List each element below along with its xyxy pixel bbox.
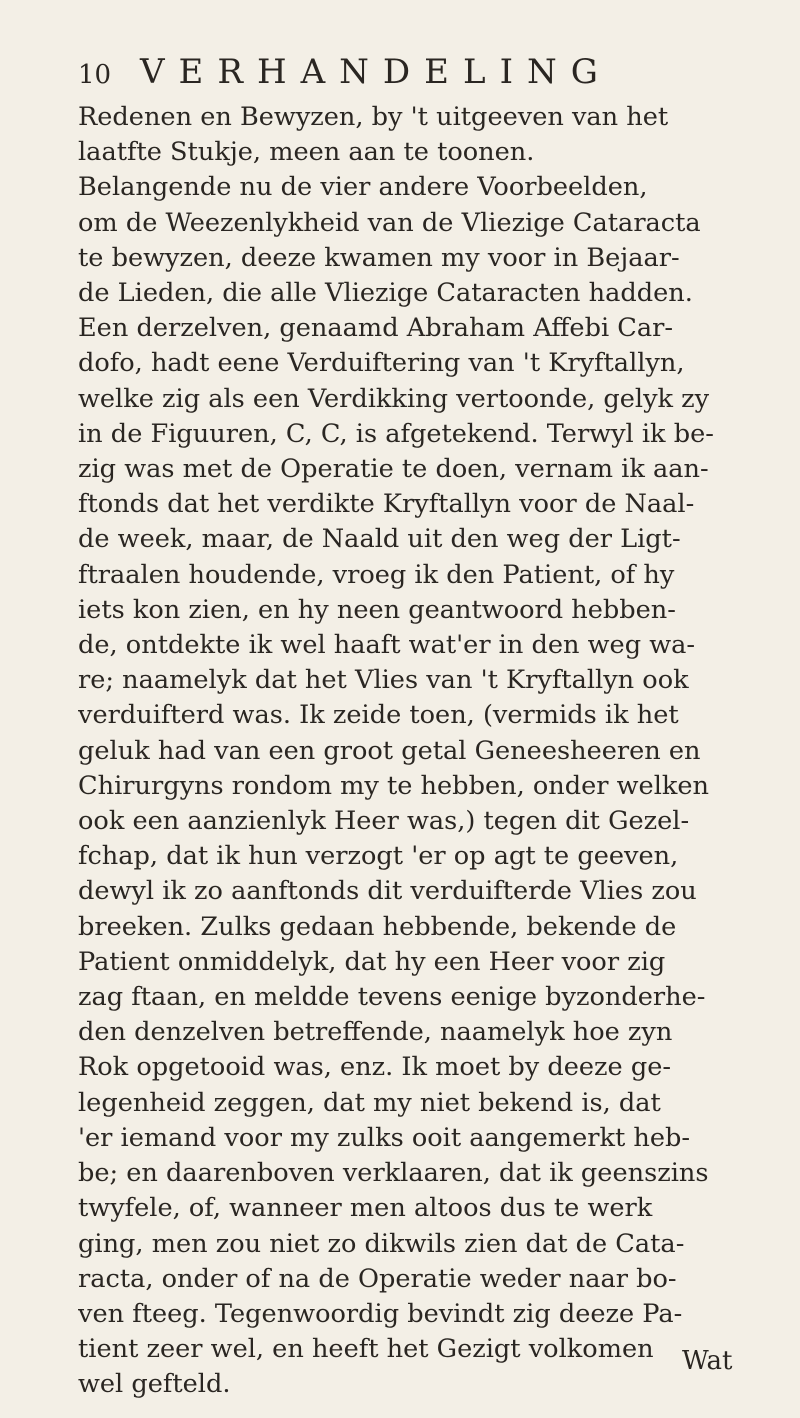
- page-number: 10: [78, 60, 112, 90]
- text-line: Patient onmiddelyk, dat hy een Heer voor zig: [78, 946, 666, 977]
- running-head: VERHANDELING: [140, 52, 612, 92]
- text-line: legenheid zeggen, dat my niet bekend is, dat: [78, 1087, 661, 1118]
- text-line: Een derzelven, genaamd Abraham Affebi Car-: [78, 313, 674, 344]
- text-line: laatfte Stukje, meen aan te toonen.: [78, 137, 535, 168]
- text-line: ven fteeg. Tegenwoordig bevindt zig deeze Pa-: [78, 1298, 683, 1329]
- text-line: wel gefteld.: [78, 1369, 231, 1400]
- text-line: ook een aanzienlyk Heer was,) tegen dit Gezel-: [78, 806, 690, 837]
- text-line: de week, maar, de Naald uit den weg der Ligt-: [78, 524, 681, 555]
- text-line: ging, men zou niet zo dikwils zien dat de Cata-: [78, 1228, 685, 1259]
- text-line: te bewyzen, deeze kwamen my voor in Bejaar-: [78, 242, 680, 273]
- text-line: Belangende nu de vier andere Voorbeelden,: [78, 172, 648, 203]
- text-line: zig was met de Operatie te doen, vernam ik aan-: [78, 454, 709, 485]
- text-line: dofo, hadt eene Verduiftering van 't Kryftallyn,: [78, 348, 685, 379]
- text-line: de Lieden, die alle Vliezige Cataracten hadden.: [78, 278, 693, 309]
- text-line: verduifterd was. Ik zeide toen, (vermids ik het: [78, 700, 679, 731]
- text-line: Redenen en Bewyzen, by 't uitgeeven van het: [78, 102, 669, 132]
- text-line: den denzelven betreffende, naamelyk hoe zyn: [78, 1017, 673, 1048]
- text-line: geluk had van een groot getal Geneesheeren en: [78, 735, 701, 766]
- text-line: welke zig als een Verdikking vertoonde, gelyk zy: [78, 383, 710, 414]
- text-line: re; naamelyk dat het Vlies van 't Kryftallyn ook: [78, 665, 689, 696]
- catchword: Wat: [682, 1346, 733, 1376]
- text-line: ftonds dat het verdikte Kryftallyn voor de Naal-: [78, 489, 695, 520]
- text-line: om de Weezenlykheid van de Vliezige Cataracta: [78, 207, 701, 238]
- text-line: de, ontdekte ik wel haaft wat'er in den weg wa-: [78, 630, 696, 661]
- text-line: Rok opgetooid was, enz. Ik moet by deeze ge-: [78, 1052, 672, 1083]
- text-line: 'er iemand voor my zulks ooit aangemerkt heb-: [78, 1122, 691, 1153]
- page-header: [78, 52, 728, 95]
- text-line: dewyl ik zo aanftonds dit verduifterde Vlies zou: [78, 876, 697, 907]
- text-line: twyfele, of, wanneer men altoos dus te werk: [78, 1193, 653, 1224]
- text-line: be; en daarenboven verklaaren, dat ik geenszins: [78, 1158, 709, 1189]
- text-line: racta, onder of na de Operatie weder naar bo-: [78, 1263, 677, 1294]
- text-line: ftraalen houdende, vroeg ik den Patient, of hy: [78, 559, 675, 590]
- text-line: fchap, dat ik hun verzogt 'er op agt te geeven,: [78, 841, 679, 872]
- text-line: Chirurgyns rondom my te hebben, onder welken: [78, 770, 710, 801]
- text-line: in de Figuuren, C, C, is afgetekend. Terwyl ik be-: [78, 418, 714, 449]
- text-line: breeken. Zulks gedaan hebbende, bekende de: [78, 911, 677, 942]
- text-line: tient zeer wel, en heeft het Gezigt volkomen: [78, 1334, 654, 1365]
- text-line: zag ftaan, en meldde tevens eenige byzonderhe-: [78, 982, 706, 1013]
- text-line: iets kon zien, en hy neen geantwoord hebben-: [78, 594, 676, 625]
- body-text: [78, 100, 736, 1403]
